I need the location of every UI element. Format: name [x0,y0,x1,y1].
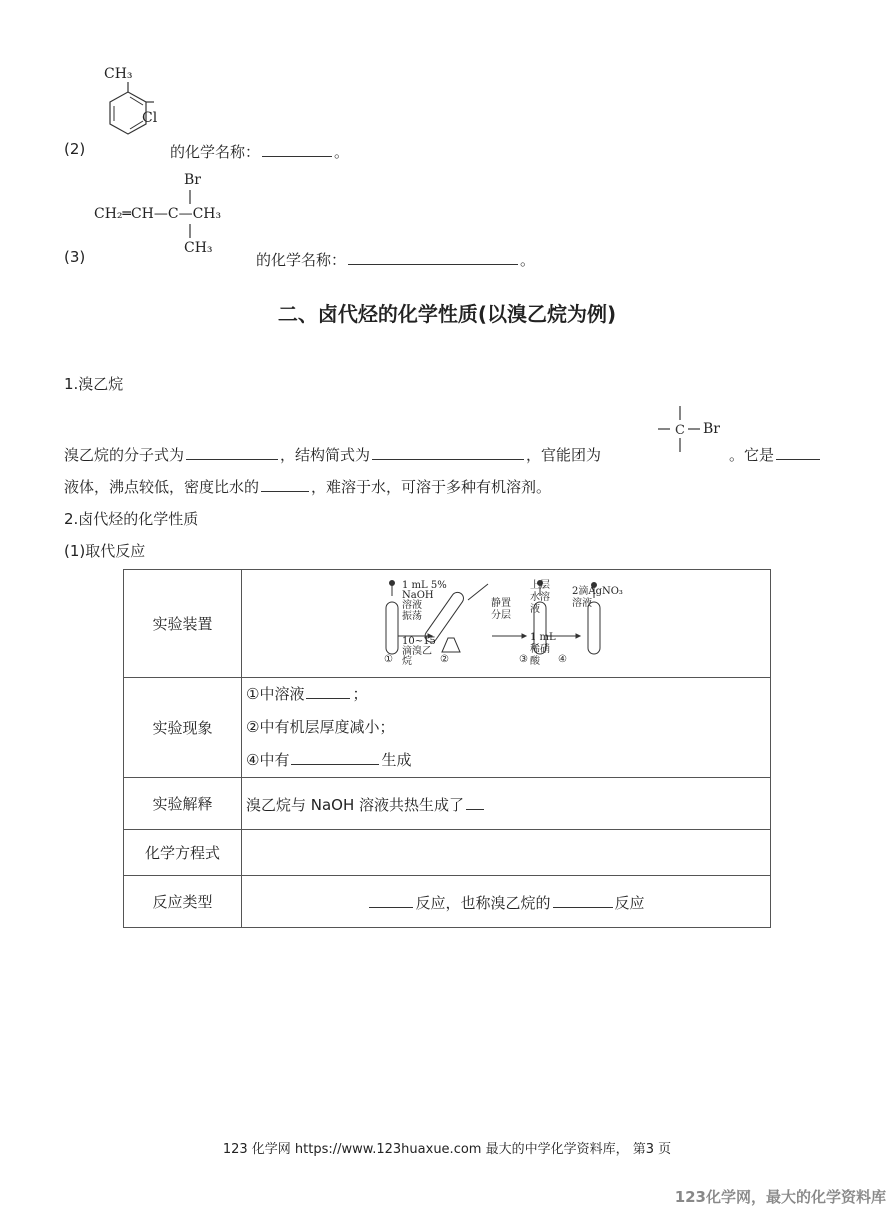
label-layer: 分层 [491,609,511,621]
part1-line1: 溴乙烷的分子式为 ，结构简式为 ，官能团为 [64,443,601,465]
label-solution: 溶液 [402,599,422,611]
phenomenon-line-1: ①中溶液 ； [246,678,766,711]
answer-blank[interactable] [553,891,613,908]
reaction-type-cell: 反应，也称溴乙烷的 反应 [242,876,771,928]
label-bromoethane-1: 滴溴乙 [402,645,432,657]
formula-blank[interactable] [186,443,278,460]
table-row [124,570,771,678]
row-label: 化学方程式 [124,830,242,876]
answer-blank[interactable] [262,140,332,157]
carbon-chain: CH₂═CH—C—CH₃ [94,206,222,222]
label-dilute-1: 稀硝 [530,643,550,655]
answer-blank[interactable] [369,891,413,908]
question-prompt: 的化学名称： 。 [170,140,349,162]
question-number: (2) [64,140,86,158]
explanation-cell: 溴乙烷与 NaOH 溶液共热生成了 [242,778,771,830]
tube-number-2: ② [440,653,449,665]
tube-number-1: ① [384,653,393,665]
label-solution-2: 溶液 [572,597,592,609]
label-naoh: NaOH [402,589,434,601]
part1-line1-end: 。它是 [729,443,822,465]
row-label: 实验装置 [124,570,242,678]
cl-label: Cl [142,110,158,126]
tube-number-4: ④ [558,653,567,665]
functional-group-structure [656,404,706,456]
label-bromoethane-2: 烷 [402,655,412,667]
table-row [124,778,771,830]
row-label: 实验现象 [124,678,242,778]
phenomenon-line-3: ④中有 生成 [246,744,766,777]
equation-cell[interactable] [242,830,771,876]
part2-subheading: (1)取代反应 [64,542,146,560]
apparatus-cell [242,570,771,678]
density-blank[interactable] [261,475,309,492]
answer-blank[interactable] [291,748,379,765]
state-blank[interactable] [776,443,820,460]
section-title: 二、卤代烃的化学性质(以溴乙烷为例) [277,302,617,326]
label-drops: 10~15 [402,635,436,647]
page-footer: 123 化学网 https://www.123huaxue.com 最大的中学化学资料库， 第3 页 [222,1142,672,1157]
row-label: 反应类型 [124,876,242,928]
label-aqueous: 水溶 [530,591,550,603]
answer-blank[interactable] [466,793,484,810]
label-stand: 静置 [491,597,511,609]
question-number: (3) [64,248,86,266]
part1-heading: 1.溴乙烷 [64,375,124,393]
answer-blank[interactable] [348,248,518,265]
br-label: Br [703,421,720,437]
watermark: 123化学网，最大的化学资料库 [674,1188,886,1206]
label-agno3: 2滴AgNO₃ [572,585,623,597]
label-upper: 上层 [530,579,550,591]
table-row [124,678,771,778]
label-1ml-5pct: 1 mL 5% [402,579,447,591]
ch3-label: CH₃ [184,240,213,256]
label-liquid: 液 [530,603,540,615]
phenomenon-line-2: ②中有机层厚度减小； [246,718,395,736]
table-row [124,830,771,876]
structure-blank[interactable] [372,443,524,460]
question-prompt: 的化学名称： 。 [256,248,535,270]
tube-number-3: ③ [519,653,528,665]
ch3-label: CH₃ [104,66,133,82]
part1-line2: 液体，沸点较低，密度比水的 ，难溶于水，可溶于多种有机溶剂。 [64,475,551,497]
part2-heading: 2.卤代烃的化学性质 [64,510,199,528]
apparatus-diagram [246,574,766,674]
experiment-table [123,569,771,928]
svg-text:C: C [675,423,685,438]
answer-blank[interactable] [306,682,350,699]
table-row [124,876,771,928]
row-label: 实验解释 [124,778,242,830]
label-dilute-2: 酸 [530,655,540,667]
br-label: Br [184,172,201,188]
label-shake: 振荡 [402,610,422,622]
phenomenon-cell [242,678,771,778]
label-1ml: 1 mL [530,631,556,643]
